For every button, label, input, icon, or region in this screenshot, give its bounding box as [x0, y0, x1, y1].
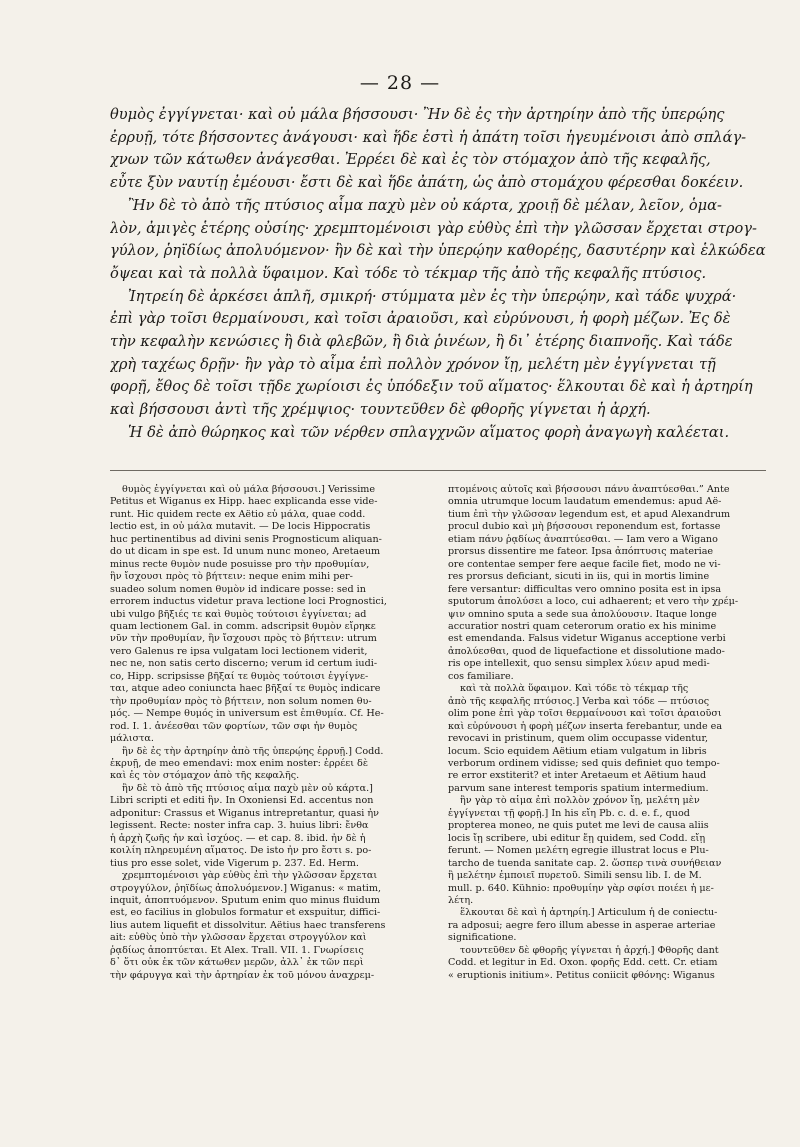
footnote-line: prorsus dissentire me fateor. Ipsa ἀπόπτυσις materiae: [448, 546, 714, 558]
footnote-line: locis ἴῃ scribere, ubi editur ἔῃ quidem, sed Codd. εἴῃ: [448, 832, 706, 844]
footnote-line: νῦν τὴν προθυμίαν, ἣν ἴσχουσι πρὸς τὸ βήττειν: utrum: [110, 633, 377, 645]
page-number: — 28 —: [359, 72, 441, 94]
main-text-line: καὶ βήσσουσι ἀντὶ τῆς χρέμψιος· τουντεῦθεν δὲ φθορῆς γίγνεται ἡ ἀρχή.: [110, 401, 651, 419]
main-text-line: εὖτε ξὺν ναυτίῃ ἐμέουσι· ἔστι δὲ καὶ ἥδε ἀπάτη, ὡς ἀπὸ στομάχου φέρεσθαι δοκέειν.: [110, 174, 744, 192]
footnote-line: quam lectionem Gal. in comm. adscripsit θυμὸν εἴρηκε: [110, 620, 376, 632]
footnote-line: mull. p. 640. Kühnio: προθυμίην γὰρ σφίσι ποιέει ἡ με-: [448, 882, 714, 894]
footnote-line: τουντεῦθεν δὲ φθορῆς γίγνεται ἡ ἀρχή.] Φθορῆς dant: [460, 944, 719, 956]
footnote-line: « eruptionis initium». Petitus coniicit φθόνης: Wiganus: [448, 969, 715, 981]
footnote-line: est emendanda. Falsus videtur Wiganus acceptione verbi: [448, 633, 726, 645]
footnote-line: tarcho de tuenda sanitate cap. 2. ὥσπερ τινὰ συνήθειαν: [448, 857, 722, 869]
main-text-line: λὸν, ἀμιγὲς ἑτέρης οὐσίης· χρεμπτομένοισι γὰρ εὐθὺς ἐπὶ τὴν γλῶσσαν ἔρχεται στρογ-: [110, 219, 757, 237]
main-text-line: τὴν κεφαλὴν κενώσιες ἢ διὰ φλεβῶν, ἢ διὰ ῥινέων, ἢ δι᾽ ἑτέρης διαπνοῆς. Καὶ τάδε: [110, 333, 733, 351]
footnote-line: olim pone ἐπὶ γὰρ τοῖσι θερμαίνουσι καὶ τοῖσι ἀραιοῦσι: [448, 708, 722, 720]
footnote-line: procul dubio καὶ μὴ βήσσουσι reponendum est, fortasse: [448, 521, 721, 533]
footnote-line: tium ἐπὶ τὴν γλῶσσαν legendum est, et apud Alexandrum: [448, 508, 731, 520]
footnote-line: rod. I. 1. ἀνέεσθαι τῶν φορτίων, τῶν σφι ἦν θυμὸς: [110, 720, 358, 732]
footnote-line: ἐκρυῇ, de meo emendavi: mox enim noster: ἐρρέει δὲ: [110, 757, 368, 769]
footnote-line: parvum sane interest temporis spatium intermedium.: [448, 782, 709, 794]
footnotes: [110, 484, 766, 982]
footnote-line: χρεμπτομένοισι γὰρ εὐθὺς ἐπὶ τὴν γλῶσσαν ἔρχεται: [122, 870, 378, 882]
footnote-line: re error exstiterit? et inter Aretaeum et Aëtium haud: [448, 770, 707, 782]
footnote-line: adponitur: Crassus et Wiganus intrepretantur, quasi ἦν: [110, 807, 379, 819]
footnote-line: τὴν προθυμίαν πρὸς τὸ βήττειν, non solum nomen θυ-: [110, 695, 372, 707]
footnote-rule: [110, 470, 766, 471]
footnote-line: suadeo solum nomen θυμὸν id indicare posse: sed in: [110, 583, 366, 595]
footnote-line: locum. Scio equidem Aëtium etiam vulgatum in libris: [448, 745, 707, 757]
footnote-line: lius autem liquefit et dissolvitur. Aëtius haec transferens: [110, 919, 386, 931]
footnote-line: λέτη.: [448, 894, 474, 906]
footnote-line: errorem inductus videtur prava lectione loci Prognostici,: [110, 596, 387, 608]
footnote-line: omnia utrumque locum laudatum emendemus: apud Aë-: [448, 496, 722, 508]
footnote-line: μάλιστα.: [110, 733, 154, 745]
main-text-line: Ἢν δὲ τὸ ἀπὸ τῆς πτύσιος αἷμα παχὺ μὲν οὐ κάρτα, χροιῇ δὲ μέλαν, λεῖον, ὁμα-: [128, 196, 722, 214]
footnote-line: ἐγγίγνεται τῇ φορῇ.] In his εἴη Pb. c. d. e. f., quod: [448, 807, 690, 819]
footnote-line: Petitus et Wiganus ex Hipp. haec explicanda esse vide-: [110, 496, 378, 508]
footnote-line: καὶ ἐς τὸν στόμαχον ἀπὸ τῆς κεφαλῆς.: [110, 770, 300, 782]
footnote-line: ψιν omnino sputa a sede sua ἀπολύουσιν. Itaque longe: [448, 608, 717, 620]
footnote-line: legissent. Recte: noster infra cap. 3. huius libri: ἔνθα: [110, 820, 369, 832]
main-text-line: θυμὸς ἐγγίγνεται· καὶ οὐ μάλα βήσσουσι· Ἢν δὲ ἐς τὴν ἀρτηρίην ἀπὸ τῆς ὑπερῴης: [110, 106, 725, 123]
footnote-line: ῥᾳδίως ἀποπτύεται. Et Alex. Trall. VII. 1. Γνωρίσεις: [110, 944, 364, 956]
footnote-line: cos familiare.: [448, 670, 514, 682]
footnote-line: vero Galenus re ipsa vulgatam loci lectionem viderit,: [110, 645, 368, 657]
footnote-line: revocavi in pristinum, quem olim occupasse videntur,: [448, 733, 709, 745]
footnote-line: significatione.: [448, 932, 517, 944]
main-text-line: χνων τῶν κάτωθεν ἀνάγεσθαι. Ἐρρέει δὲ καὶ ἐς τὸν στόμαχον ἀπὸ τῆς κεφαλῆς,: [110, 151, 711, 169]
footnote-line: runt. Hic quidem recte ex Aëtio εὖ μάλα, quae codd.: [110, 508, 366, 520]
footnote-line: ἢ μελέτην ἐμποιεῖ πυρετοῦ. Simili sensu lib. I. de M.: [448, 870, 702, 882]
footnote-line: verborum ordinem vidisse; sed quis definiet quo tempo-: [448, 757, 720, 769]
footnote-column-right: [448, 484, 766, 982]
footnote-line: ἢν δὲ τὸ ἀπὸ τῆς πτύσιος αἷμα παχὺ μὲν οὐ κάρτα.]: [122, 782, 373, 794]
footnote-line: propterea moneo, ne quis putet me levi de causa aliis: [448, 820, 709, 832]
footnote-column-left: [110, 484, 428, 982]
footnote-line: ris ope intellexit, quo sensu simplex λύειν apud medi-: [448, 658, 710, 670]
footnote-line: θυμὸς ἐγγίγνεται καὶ οὐ μάλα βήσσουσι.] Verissime: [122, 484, 376, 495]
footnote-line: ται, atque adeo coniuncta haec βῆξαί τε θυμὸς indicare: [110, 683, 381, 695]
main-text-line: Ἰητρείη δὲ ἀρκέσει ἁπλῆ, σμικρή· στύμματα μὲν ἐς τὴν ὑπερῴην, καὶ τάδε ψυχρά·: [128, 287, 737, 305]
footnote-line: ferunt. — Nomen μελέτη egregie illustrat locus e Plu-: [448, 845, 709, 857]
footnote-line: nec ne, non satis certo discerno; verum id certum iudi-: [110, 658, 378, 670]
main-text: [110, 104, 766, 445]
footnote-line: ra adposui; aegre fero illum abesse in asperae arteriae: [448, 919, 716, 931]
footnote-line: minus recte θυμὸν nude posuisse pro τὴν προθυμίαν,: [110, 558, 370, 570]
main-text-line: ἐρρυῇ, τότε βήσσοντες ἀνάγουσι· καὶ ἥδε ἐστὶ ἡ ἀπάτη τοῖσι ἡγευμένοισι ἀπὸ σπλάγ-: [110, 128, 747, 146]
footnote-line: καὶ εὐρύνουσι ἡ φορὴ μέζων inserta ferebantur, unde ea: [448, 720, 723, 732]
footnote-line: res prorsus deficiant, sicuti in iis, qui in mortis limine: [448, 571, 710, 583]
main-text-line: γύλον, ῥηϊδίως ἀπολυόμενον· ἢν δὲ καὶ τὴν ὑπερῴην καθορέῃς, δασυτέρην καὶ ἑλκώδεα: [110, 242, 766, 260]
footnote-line: καὶ τὰ πολλὰ ὕφαιμον. Καὶ τόδε τὸ τέκμαρ τῆς: [460, 683, 689, 695]
main-text-line: χρὴ ταχέως δρῇν· ἢν γὰρ τὸ αἷμα ἐπὶ πολλὸν χρόνον ἴῃ, μελέτη μὲν ἐγγίγνεται τῇ: [110, 355, 716, 373]
footnote-line: inquit, ἀποπτυόμενον. Sputum enim quo minus fluidum: [110, 894, 380, 906]
footnote-line: tius pro esse solet, vide Vigerum p. 237. Ed. Herm.: [110, 857, 359, 869]
main-text-line: ὄψεαι καὶ τὰ πολλὰ ὕφαιμον. Καὶ τόδε τὸ τέκμαρ τῆς ἀπὸ τῆς κεφαλῆς πτύσιος.: [110, 264, 707, 282]
main-text-line: φορῇ, ἔθος δὲ τοῖσι τῇδε χωρίοισι ἐς ὑπόδεξιν τοῦ αἵματος· ἕλκουται δὲ καὶ ἡ ἀρτηρίη: [110, 378, 753, 396]
footnote-line: πτομένοις αὐτοῖς καὶ βήσσουσι πάνυ ἀναπτύεσθαι.” Ante: [448, 484, 730, 495]
footnote-line: do ut dicam in spe est. Id unum nunc moneo, Aretaeum: [110, 546, 381, 558]
main-text-line: ἐπὶ γὰρ τοῖσι θερμαίνουσι, καὶ τοῖσι ἀραιοῦσι, καὶ εὐρύνουσι, ἡ φορὴ μέζων. Ἐς δὲ: [110, 310, 731, 328]
footnote-line: τὴν φάρυγγα καὶ τὴν ἀρτηρίαν ἐκ τοῦ μόνου ἀναχρεμ-: [110, 969, 375, 981]
footnote-line: accuratior nostri quam ceterorum oratio ex his minime: [448, 620, 717, 632]
footnote-line: est, eo facilius in globulos formatur et exspuitur, diffici-: [110, 907, 381, 919]
footnote-line: μός. — Nempe θυμός in universum est ἐπιθυμία. Cf. He-: [110, 708, 384, 720]
footnote-line: ἕλκουται δὲ καὶ ἡ ἀρτηρίη.] Articulum ἡ de coniectu-: [460, 907, 718, 919]
footnote-line: Codd. et legitur in Ed. Oxon. φορῆς Edd. cett. Cr. etiam: [448, 957, 718, 969]
footnote-line: ἡ ἀρχὴ ζωῆς ἦν καὶ ἰσχύος. — et cap. 8. ibid. ἦν δὲ ἡ: [110, 832, 366, 844]
footnote-line: δ᾽ ὅτι οὐκ ἐκ τῶν κάτωθεν μερῶν, ἀλλ᾽ ἐκ τῶν περὶ: [110, 957, 364, 969]
footnote-line: lectio est, in οὐ μάλα mutavit. — De locis Hippocratis: [110, 521, 371, 533]
footnote-line: ait: εὐθὺς ὑπὸ τὴν γλῶσσαν ἔρχεται στρογγύλον καὶ: [110, 932, 367, 944]
footnote-line: ubi vulgo βῆξιές τε καὶ θυμὸς τούτοισι ἐγγίνεται; ad: [110, 608, 367, 620]
footnote-line: ἀπολύεσθαι, quod de liquefactione et dissolutione mado-: [448, 645, 725, 657]
footnote-line: ἣν ἴσχουσι πρὸς τὸ βήττειν: neque enim mihi per-: [110, 571, 353, 583]
footnote-line: Libri scripti et editi ἣν. In Oxoniensi Ed. accentus non: [110, 795, 374, 807]
main-text-line: Ἡ δὲ ἀπὸ θώρηκος καὶ τῶν νέρθεν σπλαγχνῶν αἵματος φορὴ ἀναγωγὴ καλέεται.: [128, 423, 730, 441]
footnote-line: ἢν γὰρ τὸ αἷμα ἐπὶ πολλὸν χρόνον ἴῃ, μελέτη μὲν: [460, 795, 700, 807]
footnote-line: ἢν δὲ ἐς τὴν ἀρτηρίην ἀπὸ τῆς ὑπερῴης ἐρρυῇ.] Codd.: [122, 745, 384, 757]
footnote-line: huc pertinentibus ad divini senis Prognosticum aliquan-: [110, 533, 382, 545]
footnote-line: etiam πάνυ ῥᾳδίως ἀναπτύεσθαι. — Iam vero a Wigano: [448, 533, 718, 545]
footnote-line: στρογγύλον, ῥηϊδίως ἀπολυόμενον.] Wiganus: « matim,: [110, 882, 382, 894]
footnote-line: κοιλίη πληρευμένη αἵματος. De isto ἦν pro ἔστι s. po-: [110, 845, 372, 857]
footnote-line: sputorum ἀπολύσει a loco, cui adhaerent; et vero τὴν χρέμ-: [448, 596, 739, 608]
footnote-line: ore contentae semper fere aeque facile fiet, modo ne vi-: [448, 558, 721, 570]
footnote-line: co, Hipp. scripsisse βῆξαί τε θυμὸς τούτοισι ἐγγίγνε-: [110, 670, 369, 682]
footnote-line: ἀπὸ τῆς κεφαλῆς πτύσιος.] Verba καὶ τόδε — πτύσιος: [448, 695, 710, 707]
footnote-line: fere versantur: difficultas vero omnino posita est in ipsa: [448, 583, 722, 595]
